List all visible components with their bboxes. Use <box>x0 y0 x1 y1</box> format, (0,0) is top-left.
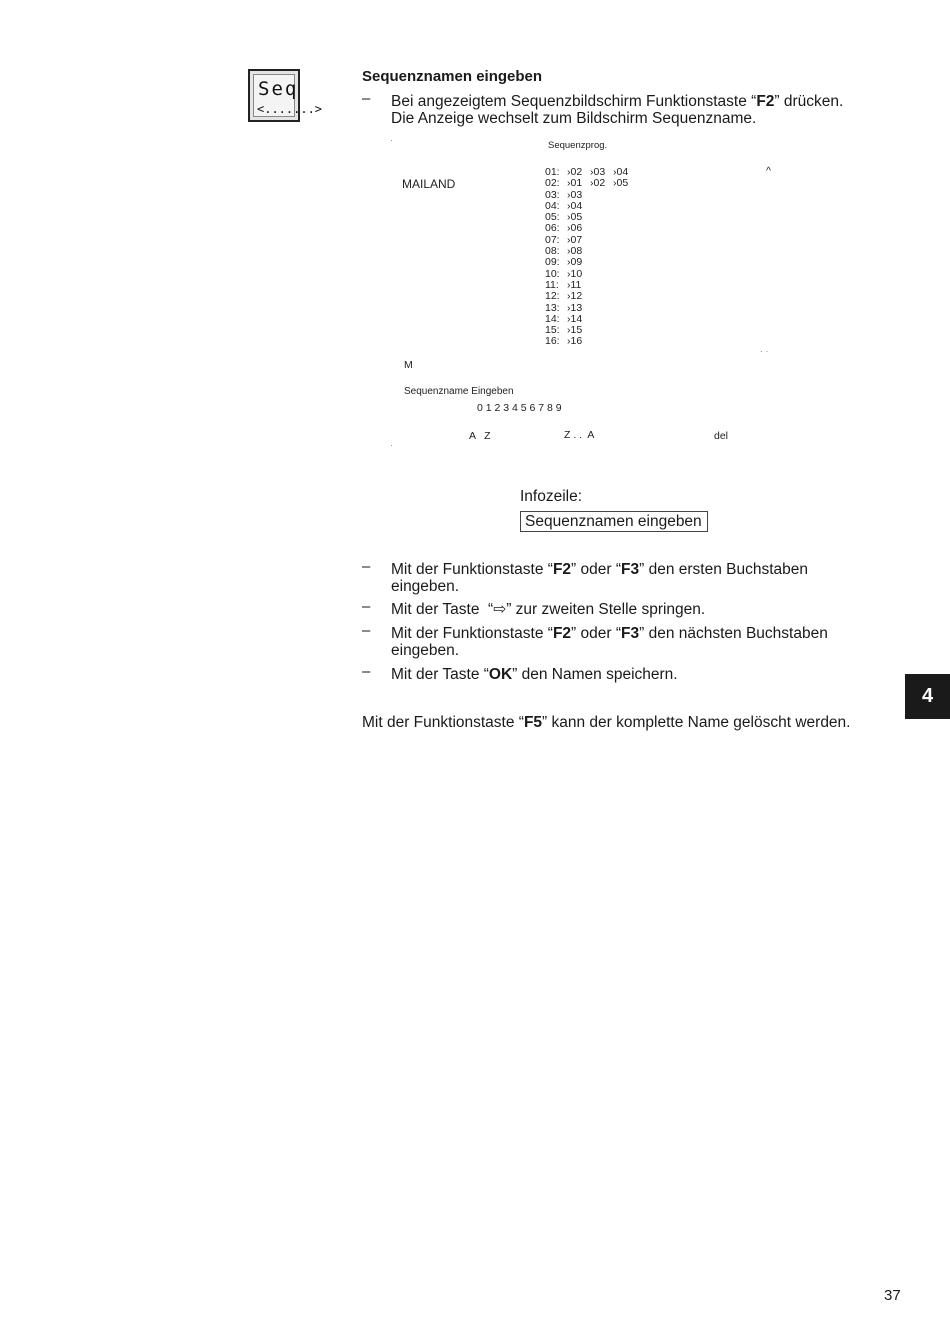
sequence-step: ›05 <box>567 211 583 224</box>
chapter-tab: 4 <box>905 674 950 719</box>
seq-icon-word: Seq <box>258 78 299 100</box>
screen-sequence-name: MAILAND <box>402 177 456 191</box>
sequence-row-number: 09: <box>545 256 560 269</box>
sequence-step: ›13 <box>567 301 583 314</box>
sequence-row-number: 13: <box>545 301 560 314</box>
sequence-row-number: 16: <box>545 335 560 348</box>
sequence-row-number: 12: <box>545 290 560 303</box>
screen-prompt: Sequenzname Eingeben <box>404 386 514 397</box>
step-4-key: OK <box>488 666 513 683</box>
sequence-step: ›01 <box>567 177 583 190</box>
step-3-line2: eingeben. <box>391 642 460 659</box>
sequence-row-number: 10: <box>545 267 560 280</box>
seq-icon <box>248 69 323 122</box>
screen-m-label: M <box>404 359 413 371</box>
screen-speck: · · <box>760 346 769 356</box>
sequence-step: ›12 <box>567 290 583 303</box>
sequence-step: ›04 <box>567 199 583 212</box>
step-1-key1: F2 <box>552 561 572 578</box>
step-2: Mit der Taste “⇨” zur zweiten Stelle springen. <box>391 601 706 618</box>
step-dash: – <box>362 663 371 680</box>
final-note <box>362 714 850 731</box>
step-3-pre: Mit der Funktionstaste “ <box>391 625 553 642</box>
page-number: 37 <box>884 1287 901 1304</box>
screen-speck: · <box>390 135 393 145</box>
sequence-row-number: 02: <box>545 177 560 190</box>
sequence-row-number: 11: <box>545 278 559 291</box>
step1-text <box>391 93 843 127</box>
sequence-row <box>545 257 636 268</box>
screen-digits: 0 1 2 3 4 5 6 7 8 9 <box>477 402 562 414</box>
step-1-pre: Mit der Funktionstaste “ <box>391 561 553 578</box>
step-3-post: ” den nächsten Buchstaben <box>639 625 828 642</box>
step-dash: – <box>362 598 371 615</box>
info-label: Infozeile: <box>520 488 583 505</box>
sequence-step: ›06 <box>567 222 583 235</box>
sequence-row-number: 04: <box>545 199 560 212</box>
sequence-row-number: 14: <box>545 312 560 325</box>
step-3-key2: F3 <box>621 625 640 642</box>
sequence-step: ›16 <box>567 335 583 348</box>
sequence-step: ›14 <box>567 312 583 325</box>
section-heading: Sequenznamen eingeben <box>362 68 543 85</box>
screen-title: Sequenzprog. <box>548 140 608 151</box>
sequence-step: ›02 <box>590 177 606 190</box>
screen-f5-del: del <box>714 430 729 442</box>
step-3 <box>391 625 828 659</box>
sequence-step: ›04 <box>613 166 629 178</box>
sequence-row-number: 15: <box>545 324 560 337</box>
sequence-step: ›15 <box>567 324 583 337</box>
step1-line2: Die Anzeige wechselt zum Bildschirm Sequenzname. <box>391 110 757 127</box>
sequence-row-number: 08: <box>545 245 560 258</box>
sequence-step: ›11 <box>567 278 582 291</box>
step-3-mid: ” oder “ <box>571 625 622 642</box>
sequence-step: ›03 <box>567 188 583 201</box>
step-3-key1: F2 <box>552 625 572 642</box>
final-pre: Mit der Funktionstaste “ <box>362 714 524 731</box>
screen-caret: ^ <box>766 165 771 177</box>
sequence-row <box>545 178 636 189</box>
step1-key: F2 <box>756 93 775 110</box>
step-4-post: ” den Namen speichern. <box>512 666 678 683</box>
sequence-row <box>545 336 636 347</box>
step-1 <box>391 561 808 595</box>
sequence-step: ›03 <box>590 166 606 178</box>
sequence-row <box>545 291 636 302</box>
step1-dash: – <box>362 90 371 107</box>
final-key: F5 <box>523 714 543 731</box>
step1-post: ” drücken. <box>774 93 844 110</box>
final-post: ” kann der komplette Name gelöscht werden. <box>542 714 851 731</box>
step-1-post: ” den ersten Buchstaben <box>639 561 808 578</box>
step1-pre: Bei angezeigtem Sequenzbildschirm Funktionstaste “ <box>391 93 757 110</box>
sequence-step: ›10 <box>567 267 583 280</box>
sequence-step: ›05 <box>613 177 629 190</box>
sequence-step: ›02 <box>567 166 583 178</box>
step-dash: – <box>362 558 371 575</box>
sequence-row-number: 06: <box>545 222 560 235</box>
sequence-step: ›07 <box>567 233 583 246</box>
sequence-row-number: 05: <box>545 211 560 224</box>
sequence-row-number: 01: <box>545 166 560 178</box>
sequence-step: ›09 <box>567 256 583 269</box>
screen-sequence-list <box>545 167 636 348</box>
seq-icon-arrow: <.......> <box>257 102 323 116</box>
step-dash: – <box>362 622 371 639</box>
step-1-mid: ” oder “ <box>571 561 622 578</box>
sequence-step: ›08 <box>567 245 583 258</box>
sequence-row-number: 07: <box>545 233 560 246</box>
step-1-line2: eingeben. <box>391 578 460 595</box>
sequence-row-number: 03: <box>545 188 560 201</box>
screen-speck: · <box>390 440 393 450</box>
step-4 <box>391 666 678 683</box>
info-box: Sequenznamen eingeben <box>520 511 708 532</box>
screen-f2-range: A Z <box>469 430 491 442</box>
screen-f3-range: Z . . A <box>564 429 595 441</box>
step-4-pre: Mit der Taste “ <box>391 666 489 683</box>
seq-icon-face <box>253 74 323 117</box>
step-1-key2: F3 <box>621 561 640 578</box>
